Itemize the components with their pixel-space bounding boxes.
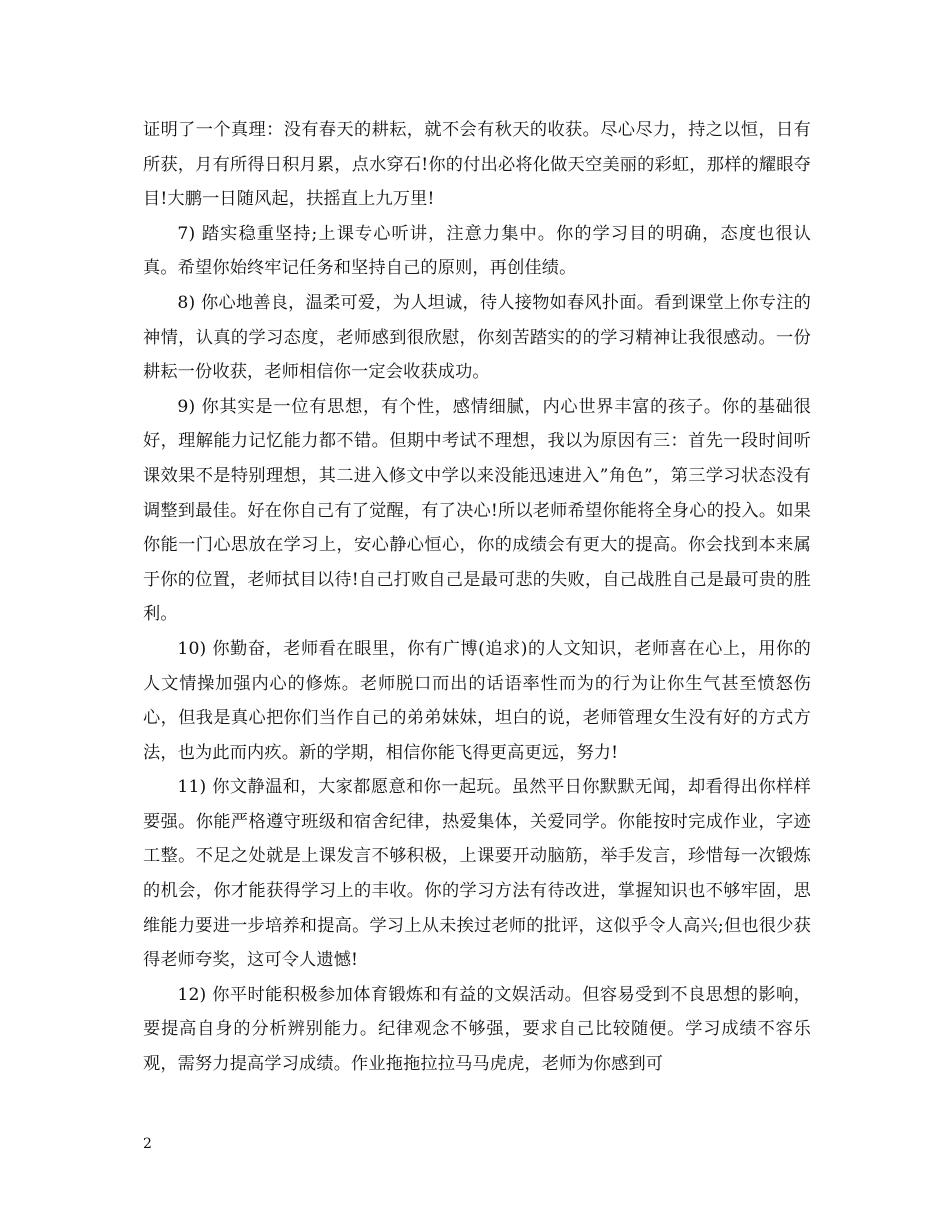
paragraph-item-11: 11) 你文静温和，大家都愿意和你一起玩。虽然平日你默默无闻，却看得出你样样要强。你能严格遵守班级和宿舍纪律，热爱集体，关爱同学。你能按时完成作业，字迹工整。不足之处就是上课发言不够积极，上课要开动脑筋，举手发言，珍惜每一次锻炼的机会，你才能获得学习上的丰收。你的学习方法有待改进，掌握知识也不够牢固，思维能力要进一步培养和提高。学习上从未挨过老师的批评，这似乎令人高兴;但也很少获得老师夸奖，这可令人遗憾! [143,777,811,971]
document-body [143,113,811,1082]
page-number: 2 [143,1136,152,1152]
paragraph-item-8: 8) 你心地善良，温柔可爱，为人坦诚，待人接物如春风扑面。看到课堂上你专注的神情，认真的学习态度，老师感到很欣慰，你刻苦踏实的的学习精神让我很感动。一份耕耘一份收获，老师相信你一定会收获成功。 [143,292,811,383]
paragraph-item-9: 9) 你其实是一位有思想，有个性，感情细腻，内心世界丰富的孩子。你的基础很好，理解能力记忆能力都不错。但期中考试不理想，我以为原因有三：首先一段时间听课效果不是特别理想，其二进入修文中学以来没能迅速进入”角色”，第三学习状态没有调整到最佳。好在你自己有了觉醒，有了决心!所以老师希望你能将全身心的投入。如果你能一门心思放在学习上，安心静心恒心，你的成绩会有更大的提高。你会找到本来属于你的位置，老师拭目以待!自己打败自己是最可悲的失败，自己战胜自己是最可贵的胜利。 [143,396,811,625]
paragraph-item-7: 7) 踏实稳重坚持;上课专心听讲，注意力集中。你的学习目的明确，态度也很认真。希望你始终牢记任务和坚持自己的原则，再创佳绩。 [143,223,811,279]
paragraph-item-10: 10) 你勤奋，老师看在眼里，你有广博(追求)的人文知识，老师喜在心上，用你的人文情操加强内心的修炼。老师脱口而出的话语率性而为的行为让你生气甚至愤怒伤心，但我是真心把你们当作自己的弟弟妹妹，坦白的说，老师管理女生没有好的方式方法，也为此而内疚。新的学期，相信你能飞得更高更远，努力! [143,638,811,763]
paragraph-continuation: 证明了一个真理：没有春天的耕耘，就不会有秋天的收获。尽心尽力，持之以恒，日有所获，月有所得日积月累，点水穿石!你的付出必将化做天空美丽的彩虹，那样的耀眼夺目!大鹏一日随风起，扶摇直上九万里! [143,120,811,210]
paragraph-item-12: 12) 你平时能积极参加体育锻炼和有益的文娱活动。但容易受到不良思想的影响，要提高自身的分析辨别能力。纪律观念不够强，要求自己比较随便。学习成绩不容乐观，需努力提高学习成绩。作业拖拖拉拉马马虎虎，老师为你感到可 [143,984,811,1075]
